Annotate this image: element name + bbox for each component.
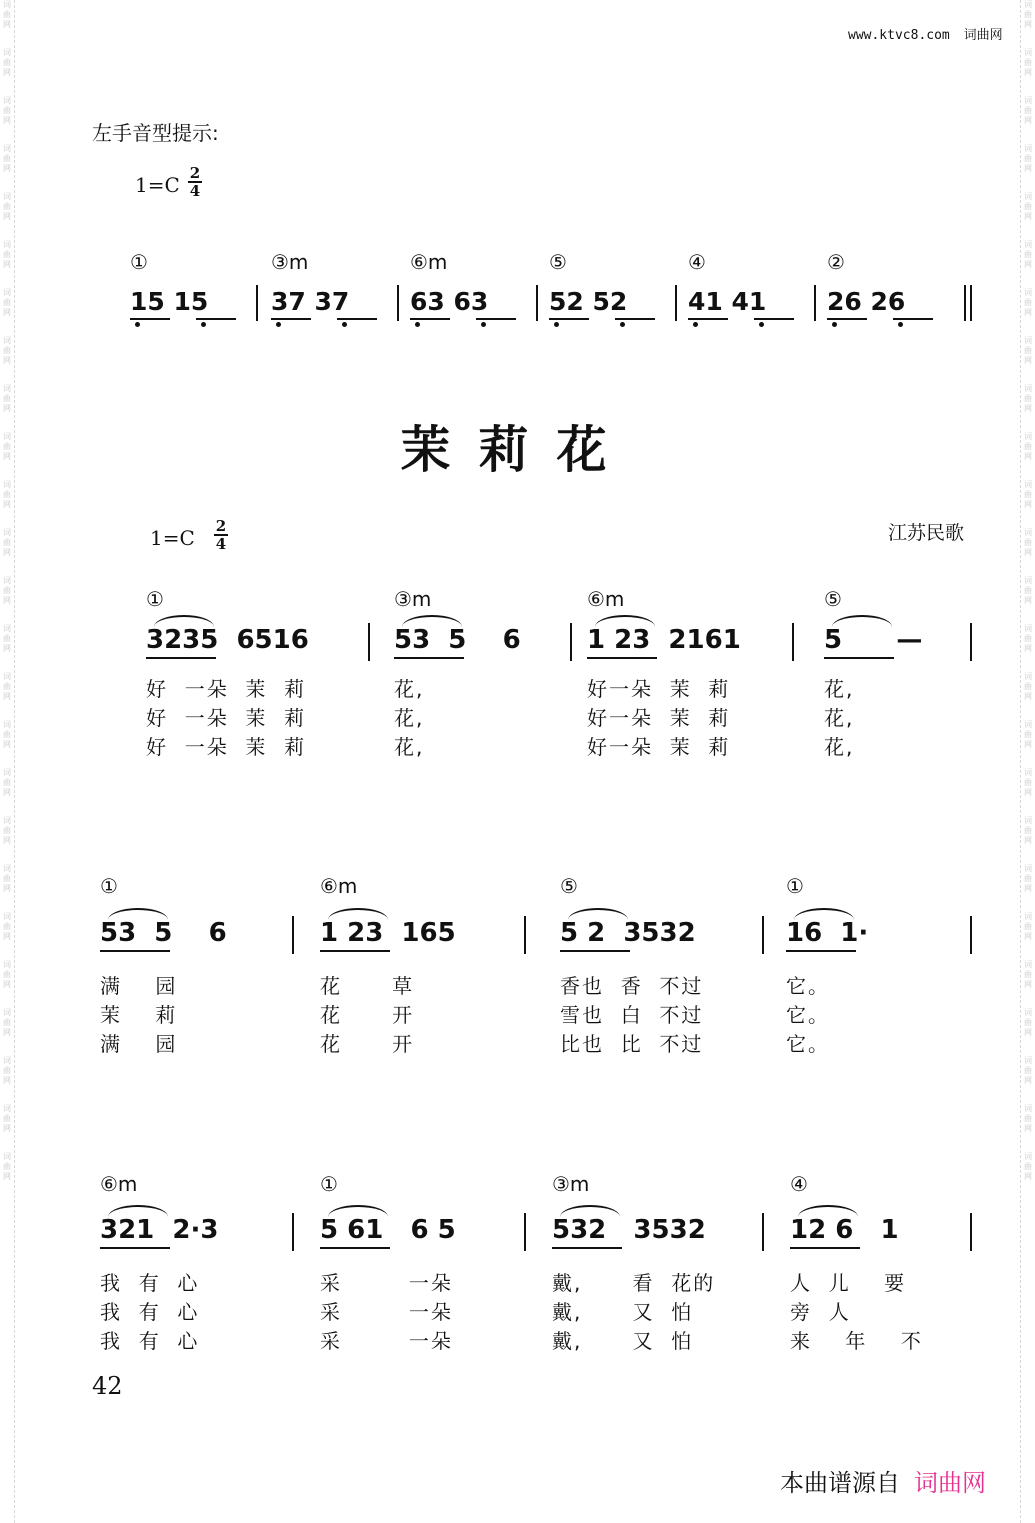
underline — [196, 318, 236, 320]
barline — [524, 916, 526, 954]
watermark-text: 词曲网 — [3, 48, 11, 77]
underline — [100, 1247, 170, 1249]
hint-chord-marker: ③m — [271, 250, 309, 274]
barline — [536, 285, 538, 321]
underline — [320, 950, 390, 952]
measure-notes: 1 23 2161 — [587, 625, 741, 655]
watermark-text: 词曲网 — [3, 336, 11, 365]
watermark-text: 词曲网 — [1024, 144, 1032, 173]
measure-notes: 5 61 6 5 — [320, 1215, 456, 1245]
lyric-segment: 花 开 — [320, 1032, 415, 1056]
lyric-segment: 好 一朵 茉 莉 — [146, 706, 307, 730]
watermark-text: 词曲网 — [3, 1056, 11, 1085]
slur — [595, 615, 655, 627]
watermark-text: 词曲网 — [3, 1008, 11, 1037]
lyric-segment: 戴, 又 怕 — [552, 1300, 694, 1324]
chord-marker: ① — [320, 1172, 338, 1196]
slur — [108, 908, 168, 920]
final-barline — [970, 285, 972, 321]
underline — [320, 1247, 390, 1249]
lyric-segment: 花, — [394, 706, 425, 730]
measure-notes: 321 2·3 — [100, 1215, 219, 1245]
slur — [328, 908, 388, 920]
hint-measure-notes: 41 41 — [688, 287, 767, 316]
watermark-text: 词曲网 — [1024, 0, 1032, 29]
lyric-segment: 它。 — [786, 1032, 830, 1056]
page-number: 42 — [92, 1372, 123, 1400]
barline — [814, 285, 816, 321]
lyric-segment: 满 园 — [100, 974, 178, 998]
barline — [675, 285, 677, 321]
underline — [337, 318, 377, 320]
slur — [154, 615, 214, 627]
hint-chord-marker: ⑤ — [549, 250, 567, 274]
lyric-segment: 花, — [394, 735, 425, 759]
watermark-text: 词曲网 — [3, 432, 11, 461]
lyric-segment: 香也 香 不过 — [560, 974, 704, 998]
slur — [568, 908, 628, 920]
watermark-text: 词曲网 — [1024, 960, 1032, 989]
slur — [794, 908, 854, 920]
source-credit[interactable] — [780, 1463, 986, 1498]
watermark-text: 词曲网 — [3, 1104, 11, 1133]
underline — [827, 318, 867, 320]
watermark-text: 词曲网 — [3, 960, 11, 989]
chord-marker: ⑤ — [824, 587, 842, 611]
measure-notes: 53 5 6 — [394, 625, 521, 655]
lyric-segment: 雪也 白 不过 — [560, 1003, 704, 1027]
underline — [587, 657, 657, 659]
hint-chord-marker: ④ — [688, 250, 706, 274]
lyric-segment: 它。 — [786, 1003, 830, 1027]
lyric-segment: 好 一朵 茉 莉 — [146, 735, 307, 759]
hint-chord-marker: ① — [130, 250, 148, 274]
chord-marker: ① — [146, 587, 164, 611]
measure-notes: 532 3532 — [552, 1215, 706, 1245]
hint-label: 左手音型提示: — [92, 121, 219, 145]
barline — [970, 1213, 972, 1251]
underline — [560, 950, 630, 952]
site-header[interactable] — [848, 24, 1003, 43]
chord-marker: ④ — [790, 1172, 808, 1196]
song-key: 1=C — [150, 526, 195, 550]
watermark-text: 词曲网 — [3, 288, 11, 317]
barline — [524, 1213, 526, 1251]
octave-dot — [898, 322, 903, 327]
underline — [754, 318, 794, 320]
lyric-segment: 好一朵 茉 莉 — [587, 677, 731, 701]
underline — [893, 318, 933, 320]
octave-dot — [554, 322, 559, 327]
watermark-text: 词曲网 — [1024, 720, 1032, 749]
lyric-segment: 旁 人 — [790, 1300, 851, 1324]
barline — [292, 1213, 294, 1251]
octave-dot — [759, 322, 764, 327]
source-site[interactable]: 词曲网 — [914, 1469, 986, 1497]
barline — [970, 916, 972, 954]
octave-dot — [832, 322, 837, 327]
lyric-segment: 花, — [824, 706, 855, 730]
lyric-segment: 比也 比 不过 — [560, 1032, 704, 1056]
barline — [970, 623, 972, 661]
underline — [549, 318, 589, 320]
chord-marker: ① — [786, 874, 804, 898]
watermark-text: 词曲网 — [1024, 1056, 1032, 1085]
watermark-text: 词曲网 — [3, 624, 11, 653]
slur — [402, 615, 462, 627]
hint-time-top: 2 — [189, 164, 201, 182]
underline — [688, 318, 728, 320]
hint-measure-notes: 26 26 — [827, 287, 906, 316]
measure-notes: 5 2 3532 — [560, 918, 696, 948]
watermark-text: 词曲网 — [1024, 480, 1032, 509]
watermark-text: 词曲网 — [3, 576, 11, 605]
lyric-segment: 戴, 看 花的 — [552, 1271, 716, 1295]
watermark-text: 词曲网 — [1024, 384, 1032, 413]
underline — [271, 318, 311, 320]
slur — [108, 1205, 168, 1217]
underline — [146, 657, 216, 659]
slur — [798, 1205, 858, 1217]
lyric-segment: 它。 — [786, 974, 830, 998]
barline — [964, 285, 966, 321]
hint-time-signature — [188, 166, 202, 198]
underline — [824, 657, 894, 659]
underline — [790, 1247, 860, 1249]
watermark-text: 词曲网 — [3, 0, 11, 29]
watermark-text: 词曲网 — [1024, 432, 1032, 461]
hint-measure-notes: 15 15 — [130, 287, 209, 316]
watermark-text: 词曲网 — [1024, 624, 1032, 653]
watermark-text: 词曲网 — [1024, 1104, 1032, 1133]
site-name[interactable]: 词曲网 — [963, 28, 1003, 43]
watermark-text: 词曲网 — [3, 528, 11, 557]
song-time-top: 2 — [215, 517, 227, 535]
watermark-text: 词曲网 — [1024, 288, 1032, 317]
left-watermark-strip — [0, 0, 15, 1523]
lyric-segment: 好一朵 茉 莉 — [587, 706, 731, 730]
measure-notes: 3235 6516 — [146, 625, 309, 655]
watermark-text: 词曲网 — [3, 144, 11, 173]
watermark-text: 词曲网 — [1024, 1008, 1032, 1037]
octave-dot — [415, 322, 420, 327]
measure-notes: 53 5 6 — [100, 918, 227, 948]
right-watermark-strip — [1020, 0, 1035, 1523]
watermark-text: 词曲网 — [1024, 240, 1032, 269]
lyric-segment: 采 一朵 — [320, 1271, 453, 1295]
site-url[interactable]: www.ktvc8.com — [848, 28, 950, 43]
lyric-segment: 好一朵 茉 莉 — [587, 735, 731, 759]
barline — [397, 285, 399, 321]
watermark-text: 词曲网 — [1024, 576, 1032, 605]
lyric-segment: 茉 莉 — [100, 1003, 178, 1027]
watermark-text: 词曲网 — [3, 672, 11, 701]
watermark-text: 词曲网 — [3, 96, 11, 125]
watermark-text: 词曲网 — [1024, 96, 1032, 125]
watermark-text: 词曲网 — [1024, 528, 1032, 557]
lyric-segment: 花, — [394, 677, 425, 701]
barline — [762, 1213, 764, 1251]
barline — [792, 623, 794, 661]
hint-chord-marker: ② — [827, 250, 845, 274]
watermark-text: 词曲网 — [1024, 672, 1032, 701]
watermark-text: 词曲网 — [1024, 336, 1032, 365]
slur — [832, 615, 892, 627]
lyric-segment: 花, — [824, 735, 855, 759]
lyric-segment: 来 年 不 — [790, 1329, 923, 1353]
lyric-segment: 我 有 心 — [100, 1271, 200, 1295]
chord-marker: ③m — [552, 1172, 590, 1196]
barline — [762, 916, 764, 954]
lyric-segment: 花, — [824, 677, 855, 701]
hint-chord-marker: ⑥m — [410, 250, 448, 274]
lyric-segment: 人 儿 要 — [790, 1271, 907, 1295]
watermark-text: 词曲网 — [3, 240, 11, 269]
hint-measure-notes: 63 63 — [410, 287, 489, 316]
octave-dot — [693, 322, 698, 327]
watermark-text: 词曲网 — [3, 768, 11, 797]
underline — [476, 318, 516, 320]
octave-dot — [201, 322, 206, 327]
chord-marker: ⑥m — [320, 874, 358, 898]
barline — [256, 285, 258, 321]
hint-measure-notes: 52 52 — [549, 287, 628, 316]
watermark-text: 词曲网 — [1024, 816, 1032, 845]
octave-dot — [342, 322, 347, 327]
slur — [560, 1205, 620, 1217]
watermark-text: 词曲网 — [3, 480, 11, 509]
lyric-segment: 好 一朵 茉 莉 — [146, 677, 307, 701]
watermark-text: 词曲网 — [3, 720, 11, 749]
underline — [130, 318, 170, 320]
watermark-text: 词曲网 — [3, 816, 11, 845]
measure-notes: 1 23 165 — [320, 918, 456, 948]
underline — [394, 657, 464, 659]
measure-notes: 16 1· — [786, 918, 869, 948]
song-origin: 江苏民歌 — [888, 522, 965, 544]
watermark-text: 词曲网 — [1024, 192, 1032, 221]
chord-marker: ⑥m — [100, 1172, 138, 1196]
hint-time-bottom: 4 — [189, 182, 201, 200]
measure-notes: 5 — — [824, 625, 923, 655]
lyric-segment: 花 草 — [320, 974, 415, 998]
watermark-text: 词曲网 — [1024, 864, 1032, 893]
slur — [328, 1205, 388, 1217]
chord-marker: ⑥m — [587, 587, 625, 611]
chord-marker: ③m — [394, 587, 432, 611]
watermark-text: 词曲网 — [3, 1152, 11, 1181]
song-time-bottom: 4 — [215, 535, 227, 553]
watermark-text: 词曲网 — [3, 384, 11, 413]
watermark-text: 词曲网 — [3, 864, 11, 893]
source-prefix: 本曲谱源自 — [780, 1469, 900, 1497]
lyric-segment: 采 一朵 — [320, 1329, 453, 1353]
hint-key: 1=C — [135, 173, 180, 197]
lyric-segment: 我 有 心 — [100, 1300, 200, 1324]
octave-dot — [481, 322, 486, 327]
watermark-text: 词曲网 — [1024, 48, 1032, 77]
chord-marker: ① — [100, 874, 118, 898]
watermark-text: 词曲网 — [1024, 912, 1032, 941]
watermark-text: 词曲网 — [1024, 768, 1032, 797]
barline — [292, 916, 294, 954]
hint-measure-notes: 37 37 — [271, 287, 350, 316]
lyric-segment: 戴, 又 怕 — [552, 1329, 694, 1353]
barline — [368, 623, 370, 661]
watermark-text: 词曲网 — [3, 912, 11, 941]
underline — [786, 950, 856, 952]
lyric-segment: 花 开 — [320, 1003, 415, 1027]
underline — [615, 318, 655, 320]
underline — [100, 950, 170, 952]
lyric-segment: 满 园 — [100, 1032, 178, 1056]
barline — [570, 623, 572, 661]
octave-dot — [135, 322, 140, 327]
octave-dot — [276, 322, 281, 327]
underline — [552, 1247, 622, 1249]
chord-marker: ⑤ — [560, 874, 578, 898]
watermark-text: 词曲网 — [3, 192, 11, 221]
song-time-signature — [214, 519, 228, 551]
underline — [410, 318, 450, 320]
octave-dot — [620, 322, 625, 327]
song-title: 茉莉花 — [400, 420, 635, 479]
watermark-text: 词曲网 — [1024, 1152, 1032, 1181]
lyric-segment: 我 有 心 — [100, 1329, 200, 1353]
lyric-segment: 采 一朵 — [320, 1300, 453, 1324]
measure-notes: 12 6 1 — [790, 1215, 899, 1245]
